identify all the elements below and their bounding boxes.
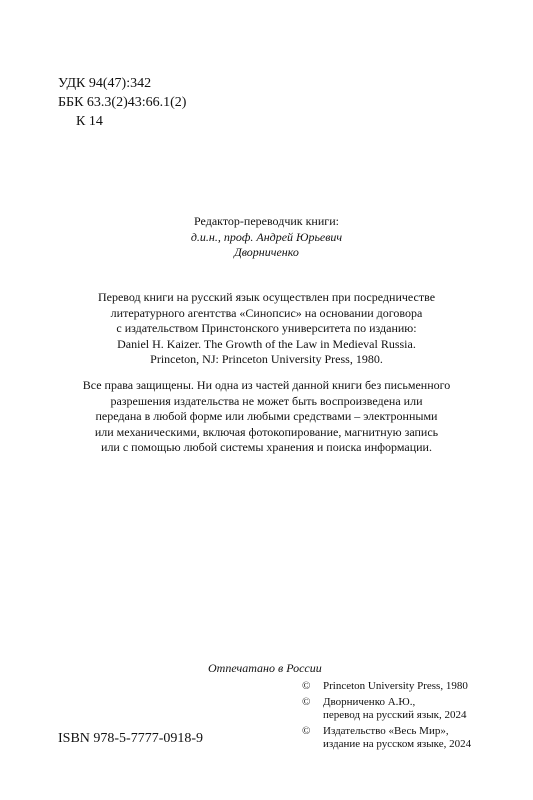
- udk-code: УДК 94(47):342: [58, 76, 152, 91]
- rights-line: разрешения издательства не может быть воспроизведена или: [110, 393, 423, 408]
- translation-line: Princeton, NJ: Princeton University Press, 1980.: [150, 352, 383, 367]
- copyright-entry: [302, 680, 471, 693]
- rights-note: [0, 378, 533, 456]
- copyright-text: перевод на русский язык, 2024: [323, 709, 467, 721]
- translation-line: Daniel H. Kaizer. The Growth of the Law in Medieval Russia.: [117, 336, 416, 351]
- editor-role: Редактор-переводчик книги:: [194, 214, 339, 228]
- copyright-entry: [302, 725, 471, 751]
- isbn: ISBN 978-5-7777-0918-9: [58, 731, 204, 746]
- editor-name-line1: д.и.н., проф. Андрей Юрьевич: [190, 229, 343, 244]
- copyright-entry: [302, 696, 471, 722]
- editor-name-line2: Дворниченко: [234, 245, 299, 259]
- bbk-code: ББК 63.3(2)43:66.1(2): [58, 95, 187, 110]
- printed-in: Отпечатано в России: [208, 661, 322, 675]
- classification-block: [58, 74, 186, 131]
- copyright-text: издание на русском языке, 2024: [323, 738, 472, 750]
- translation-line: литературного агентства «Синопсис» на основании договора: [110, 305, 423, 320]
- copyright-symbol: ©: [302, 725, 311, 737]
- copyright-symbol: ©: [302, 696, 311, 708]
- translation-line: с издательством Принстонского университета по изданию:: [116, 321, 417, 336]
- rights-line: Все права защищены. Ни одна из частей данной книги без письменного: [82, 378, 451, 392]
- copyright-symbol: ©: [302, 680, 311, 692]
- rights-line: или с помощью любой системы хранения и поиска информации.: [101, 440, 432, 455]
- editor-block: [0, 214, 533, 261]
- copyright-block: [302, 680, 471, 754]
- copyright-text: Издательство «Весь Мир»,: [323, 725, 449, 737]
- copyright-text: Дворниченко А.Ю.,: [323, 696, 416, 708]
- rights-line: передана в любой форме или любыми средствами – электронными: [95, 409, 438, 424]
- rights-line: или механическими, включая фотокопирование, магнитную запись: [94, 424, 439, 439]
- copyright-text: Princeton University Press, 1980: [323, 680, 468, 692]
- author-mark: К 14: [76, 114, 103, 129]
- translation-line: Перевод книги на русский язык осуществлен при посредничестве: [97, 290, 436, 304]
- translation-note: [0, 290, 533, 368]
